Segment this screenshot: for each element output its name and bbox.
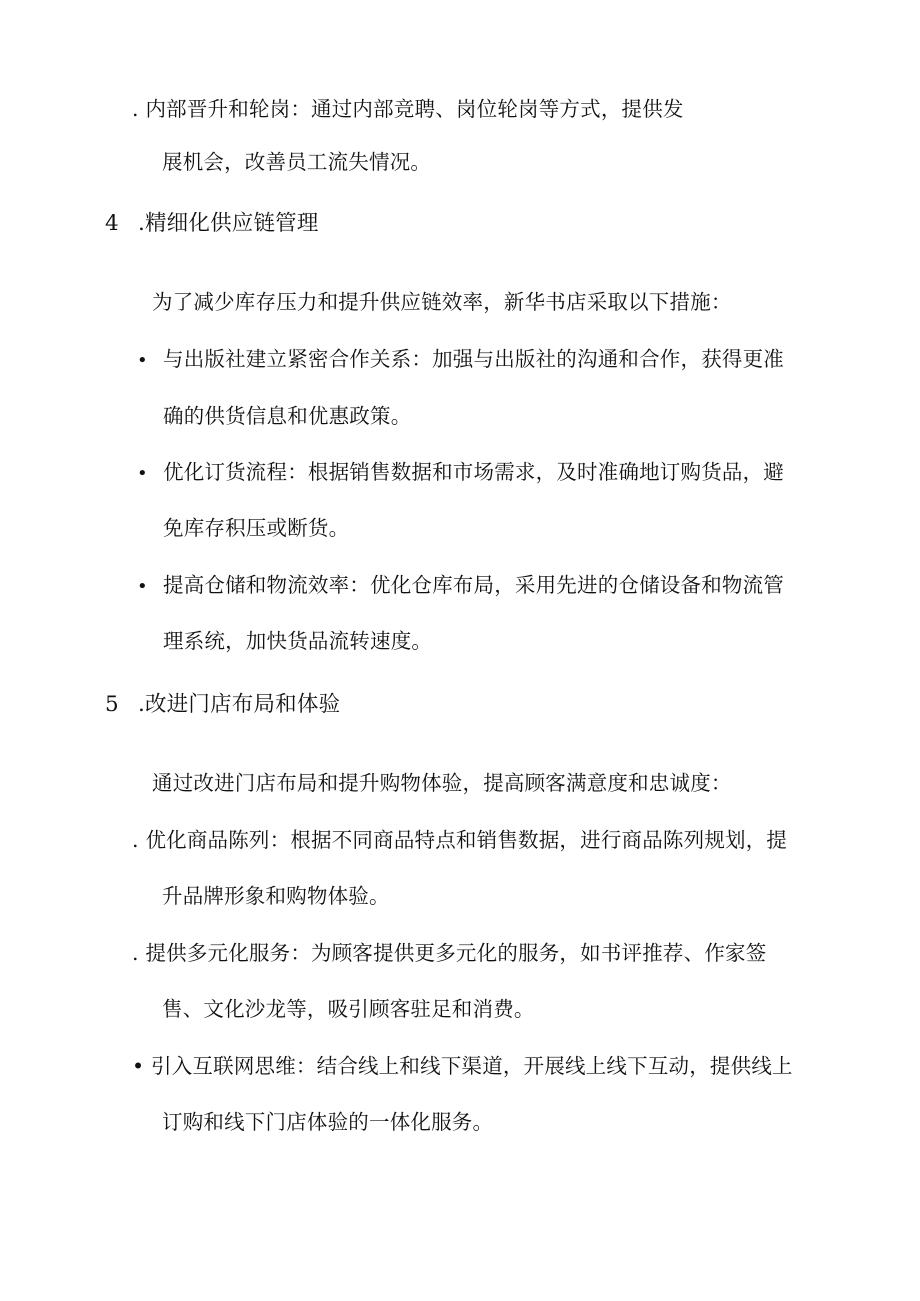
list-item-continuation: 升品牌形象和购物体验。 (162, 884, 390, 908)
list-item-line (132, 94, 684, 124)
section-intro: 通过改进门店布局和提升购物体验，提高顾客满意度和忠诚度： (152, 771, 732, 795)
list-item-text: 与出版社建立紧密合作关系：加强与出版社的沟通和合作，获得更准 (163, 347, 784, 371)
list-item-text: 引入互联网思维：结合线上和线下渠道，开展线上线下互动，提供线上 (151, 1054, 793, 1078)
section-title: .改进门店布局和体验 (137, 692, 341, 717)
section-number: 5 (105, 692, 119, 717)
list-marker: • (132, 1054, 145, 1078)
section-heading (105, 209, 319, 239)
list-item-continuation: 展机会，改善员工流失情况。 (162, 150, 432, 174)
list-item-text: 内部晋升和轮岗：通过内部竞聘、岗位轮岗等方式，提供发 (145, 97, 684, 121)
list-item-text: 提高仓储和物流效率：优化仓库布局，采用先进的仓储设备和物流管 (163, 573, 784, 597)
list-item-continuation: 确的供货信息和优惠政策。 (163, 404, 412, 428)
list-item-continuation: 订购和线下门店体验的一体化服务。 (162, 1110, 494, 1134)
section-intro: 为了减少库存压力和提升供应链效率，新华书店采取以下措施： (152, 290, 732, 314)
list-item-line (132, 1051, 793, 1081)
list-item-continuation: 免库存积压或断货。 (163, 516, 350, 540)
list-marker: . (132, 97, 139, 121)
list-item-continuation: 售、文化沙龙等，吸引顾客驻足和消费。 (162, 997, 535, 1021)
list-marker: . (132, 828, 139, 852)
list-marker: . (132, 941, 139, 965)
list-item-continuation: 理系统，加快货品流转速度。 (163, 629, 433, 653)
list-item-text: 优化商品陈列：根据不同商品特点和销售数据，进行商品陈列规划，提 (145, 828, 788, 852)
list-item-line (132, 938, 766, 968)
section-heading (105, 690, 340, 720)
section-title: .精细化供应链管理 (137, 211, 319, 236)
list-item-text: 提供多元化服务：为顾客提供更多元化的服务，如书评推荐、作家签 (145, 941, 767, 965)
bullet-marker: • (137, 350, 148, 371)
bullet-marker: • (137, 576, 148, 597)
section-number: 4 (105, 211, 119, 236)
list-item-text: 优化订货流程：根据销售数据和市场需求，及时准确地订购货品，避 (163, 460, 784, 484)
list-item-line (132, 825, 787, 855)
bullet-marker: • (137, 463, 148, 484)
